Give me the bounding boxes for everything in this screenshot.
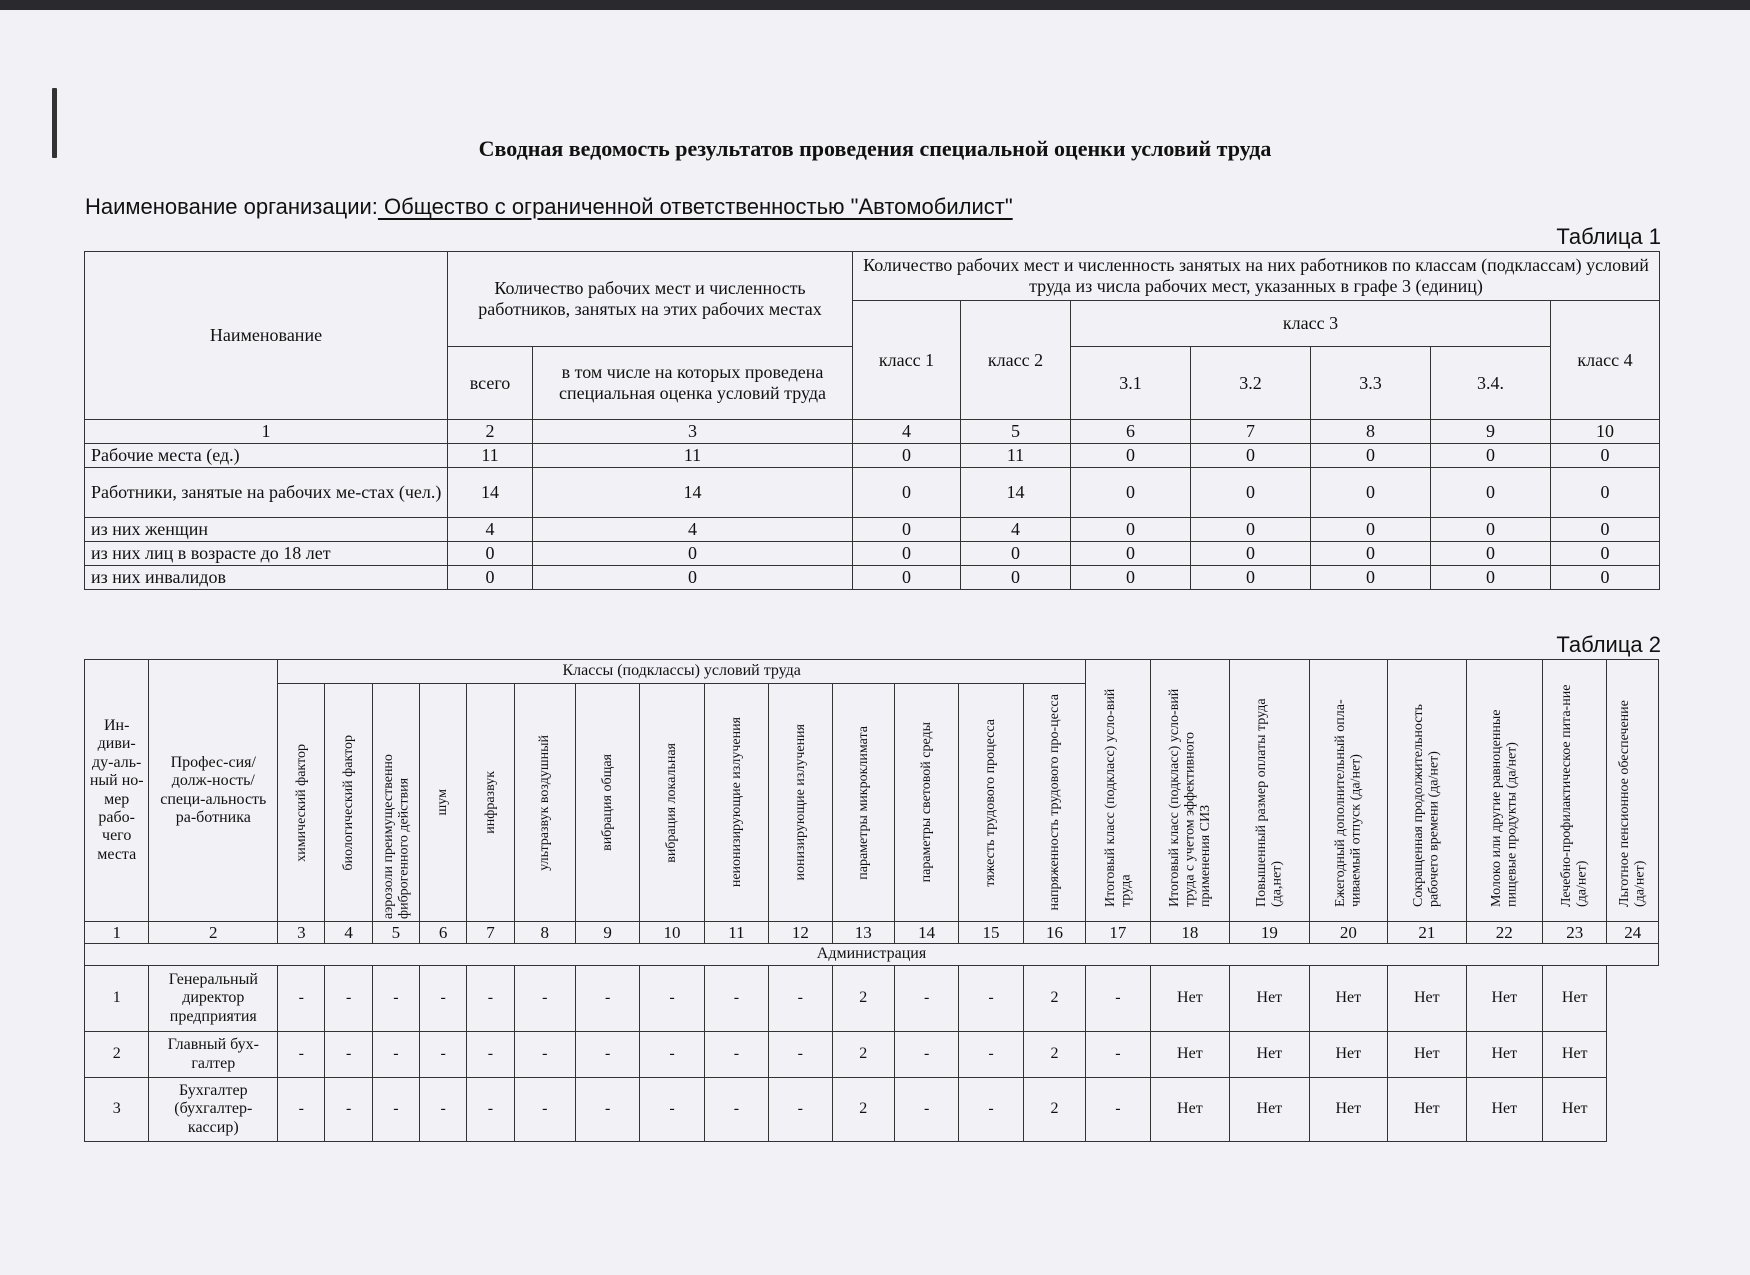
t1-header-class4: класс 4 — [1551, 301, 1660, 420]
scan-top-edge — [0, 0, 1750, 10]
t2-cell: - — [278, 1032, 325, 1078]
t1-cell: 0 — [853, 542, 961, 566]
t1-header-assessed: в том числе на которых проведена специальная оценка условий труда — [533, 347, 853, 420]
organization-label: Наименование организации: — [85, 194, 378, 219]
t1-row-name: из них женщин — [85, 518, 448, 542]
t2-cell: Нет — [1230, 966, 1309, 1032]
t2-cell: Нет — [1388, 1078, 1466, 1142]
t2-cell: 2 — [1023, 1032, 1086, 1078]
t1-cell: 0 — [1311, 518, 1431, 542]
t2-header-extra: Ежегодный дополнительный опла-чиваемый отпуск (да/нет) — [1332, 698, 1364, 907]
t2-cell: - — [769, 1032, 832, 1078]
t2-header-extra: Итоговый класс (подкласс) усло-вий труда с учетом эффективного применения СИЗ — [1166, 688, 1213, 907]
t2-header-factor: напряженность трудового про-цесса — [1046, 694, 1062, 911]
t2-cell: Нет — [1309, 1032, 1387, 1078]
t1-header-sub: 3.3 — [1311, 347, 1431, 420]
t1-cell: 0 — [961, 542, 1071, 566]
t2-cell: - — [894, 1078, 958, 1142]
col-number: 2 — [149, 922, 278, 944]
table2 — [84, 659, 1659, 1142]
t2-cell: - — [420, 1078, 467, 1142]
t2-row-id: 2 — [85, 1032, 149, 1078]
t1-cell: 0 — [1311, 542, 1431, 566]
t1-header-total: всего — [448, 347, 533, 420]
t2-header-factor: вибрация общая — [599, 754, 615, 851]
t1-cell: 0 — [1311, 566, 1431, 590]
t1-cell: 0 — [1551, 566, 1660, 590]
t1-cell: 0 — [448, 566, 533, 590]
t2-row-profession: Генеральный директор предприятия — [149, 966, 278, 1032]
t1-cell: 0 — [1431, 566, 1551, 590]
t1-row — [85, 468, 1660, 518]
t2-header-factor: инфразвук — [482, 771, 498, 834]
t1-cell: 0 — [1071, 542, 1191, 566]
t2-header-factor: шум — [435, 789, 451, 816]
t1-cell: 0 — [1431, 518, 1551, 542]
t1-cell: 0 — [1551, 444, 1660, 468]
t1-column-numbers — [85, 420, 1660, 444]
t2-cell: Нет — [1543, 1078, 1607, 1142]
col-number: 6 — [420, 922, 467, 944]
t2-section-title: Администрация — [85, 944, 1659, 966]
t2-cell: 2 — [1023, 966, 1086, 1032]
t2-row-profession: Главный бух-галтер — [149, 1032, 278, 1078]
t1-row — [85, 542, 1660, 566]
t2-cell: Нет — [1466, 1032, 1542, 1078]
t2-cell: - — [514, 1032, 575, 1078]
t1-cell: 0 — [448, 542, 533, 566]
t2-cell: - — [640, 966, 704, 1032]
t2-header-extra: Сокращенная продолжительность рабочего времени (да/нет) — [1411, 703, 1442, 907]
t2-cell: - — [959, 966, 1023, 1032]
t2-cell: - — [420, 1032, 467, 1078]
t2-cell: - — [372, 966, 419, 1032]
t2-cell: Нет — [1466, 1078, 1542, 1142]
col-number: 1 — [85, 420, 448, 444]
t2-cell: - — [1086, 1078, 1150, 1142]
t2-cell: - — [278, 1078, 325, 1142]
col-number: 15 — [959, 922, 1023, 944]
t2-cell: - — [959, 1078, 1023, 1142]
t2-cell: - — [372, 1032, 419, 1078]
t2-cell: - — [1086, 966, 1150, 1032]
t2-header-factor: ионизирующие излучения — [792, 724, 808, 881]
t1-cell: 0 — [1191, 468, 1311, 518]
t2-cell: - — [325, 1078, 372, 1142]
t2-cell: - — [894, 1032, 958, 1078]
t2-cell: Нет — [1309, 1078, 1387, 1142]
t2-cell: - — [959, 1032, 1023, 1078]
t2-cell: Нет — [1309, 966, 1387, 1032]
t1-cell: 0 — [1551, 542, 1660, 566]
t2-header-extra: Молоко или другие равноценные пищевые продукты (да/нет) — [1488, 709, 1520, 907]
t2-cell: - — [325, 966, 372, 1032]
t2-header-factor: параметры световой среды — [918, 722, 934, 883]
t2-header-factor: тяжесть трудового процесса — [983, 718, 999, 887]
t1-row-name: Рабочие места (ед.) — [85, 444, 448, 468]
page-title: Сводная ведомость результатов проведения специальной оценки условий труда — [478, 136, 1272, 161]
t1-cell: 11 — [533, 444, 853, 468]
t2-cell: 2 — [832, 1078, 894, 1142]
t1-cell: 11 — [448, 444, 533, 468]
t2-cell: 2 — [832, 1032, 894, 1078]
t2-header-extra: Повышенный размер оплаты труда (да,нет) — [1253, 697, 1285, 907]
t1-cell: 14 — [448, 468, 533, 518]
organization-name: Общество с ограниченной ответственностью "Автомобилист" — [377, 194, 1013, 219]
t1-row — [85, 566, 1660, 590]
t1-cell: 0 — [853, 444, 961, 468]
t1-cell: 0 — [853, 566, 961, 590]
col-number: 14 — [894, 922, 958, 944]
t2-cell: Нет — [1543, 1032, 1607, 1078]
col-number: 24 — [1607, 922, 1659, 944]
table2-label: Таблица 2 — [1556, 632, 1661, 657]
t2-cell: - — [514, 966, 575, 1032]
t2-cell: - — [420, 966, 467, 1032]
t2-cell: Нет — [1150, 966, 1229, 1032]
t1-row — [85, 518, 1660, 542]
t2-header-extra: Итоговый класс (подкласс) усло-вий труда — [1102, 688, 1133, 907]
t2-cell: - — [467, 1032, 514, 1078]
t1-cell: 0 — [1071, 444, 1191, 468]
t1-cell: 0 — [1431, 444, 1551, 468]
t2-header-id: Ин-диви-ду-аль-ный но-мер рабо-чего места — [85, 660, 149, 922]
t1-header-classes-group: Количество рабочих мест и численность занятых на них работников по классам (подклассам) условий труда из числа рабочих мест, указанных в графе 3 (единиц) — [853, 252, 1660, 301]
col-number: 1 — [85, 922, 149, 944]
t1-cell: 0 — [1311, 444, 1431, 468]
col-number: 12 — [769, 922, 832, 944]
t1-cell: 4 — [448, 518, 533, 542]
t2-row-id: 3 — [85, 1078, 149, 1142]
col-number: 4 — [325, 922, 372, 944]
t1-row-name: из них инвалидов — [85, 566, 448, 590]
t2-row-profession: Бухгалтер (бухгалтер-кассир) — [149, 1078, 278, 1142]
t2-cell: - — [704, 966, 768, 1032]
col-number: 4 — [853, 420, 961, 444]
t2-header-factor: параметры микроклимата — [855, 725, 871, 880]
t1-header-sub: 3.4. — [1431, 347, 1551, 420]
col-number: 3 — [533, 420, 853, 444]
col-number: 5 — [372, 922, 419, 944]
t1-cell: 0 — [1551, 518, 1660, 542]
col-number: 13 — [832, 922, 894, 944]
col-number: 20 — [1309, 922, 1387, 944]
t2-cell: - — [467, 966, 514, 1032]
t2-cell: - — [575, 1078, 639, 1142]
t2-cell: - — [1086, 1032, 1150, 1078]
t2-cell: - — [704, 1078, 768, 1142]
t1-cell: 11 — [961, 444, 1071, 468]
organization-line — [85, 194, 1013, 220]
t1-cell: 0 — [1071, 468, 1191, 518]
t1-header-sub: 3.2 — [1191, 347, 1311, 420]
t1-cell: 0 — [533, 542, 853, 566]
table1 — [84, 251, 1660, 590]
t1-header-class1: класс 1 — [853, 301, 961, 420]
t2-header-factor: вибрация локальная — [664, 742, 680, 863]
t2-cell: - — [467, 1078, 514, 1142]
col-number: 18 — [1150, 922, 1229, 944]
t2-cell: - — [278, 966, 325, 1032]
col-number: 17 — [1086, 922, 1150, 944]
t2-cell: - — [514, 1078, 575, 1142]
t1-cell: 0 — [533, 566, 853, 590]
t2-cell: 2 — [1023, 1078, 1086, 1142]
t1-cell: 0 — [853, 518, 961, 542]
t2-header-factor: биологический фактор — [340, 734, 356, 871]
t2-header-factor: неионизирующие излучения — [728, 717, 744, 888]
col-number: 21 — [1388, 922, 1466, 944]
t1-row-name: из них лиц в возрасте до 18 лет — [85, 542, 448, 566]
t2-cell: - — [640, 1078, 704, 1142]
t1-cell: 0 — [1311, 468, 1431, 518]
t2-cell: 2 — [832, 966, 894, 1032]
t2-cell: - — [894, 966, 958, 1032]
t1-cell: 14 — [961, 468, 1071, 518]
col-number: 10 — [1551, 420, 1660, 444]
t1-cell: 4 — [961, 518, 1071, 542]
t2-header-extra: Льготное пенсионное обеспечение (да/нет) — [1617, 699, 1648, 907]
t2-cell: Нет — [1150, 1078, 1229, 1142]
t1-cell: 0 — [1191, 542, 1311, 566]
col-number: 8 — [514, 922, 575, 944]
t2-row — [85, 966, 1659, 1032]
col-number: 9 — [575, 922, 639, 944]
col-number: 16 — [1023, 922, 1086, 944]
t1-cell: 4 — [533, 518, 853, 542]
t2-cell: Нет — [1388, 1032, 1466, 1078]
col-number: 6 — [1071, 420, 1191, 444]
t1-cell: 0 — [1431, 542, 1551, 566]
t2-header-factor: ультразвук воздушный — [537, 734, 553, 871]
t2-header-classes-group: Классы (подклассы) условий труда — [278, 660, 1086, 684]
t2-cell: Нет — [1466, 966, 1542, 1032]
t2-row-id: 1 — [85, 966, 149, 1032]
t2-cell: - — [325, 1032, 372, 1078]
t2-header-factor: аэрозоли преимущественно фиброгенного действия — [380, 753, 411, 919]
t2-cell: Нет — [1230, 1032, 1309, 1078]
t2-cell: - — [575, 966, 639, 1032]
col-number: 19 — [1230, 922, 1309, 944]
t2-header-extra: Лечебно-профилактическое пита-ние (да/нет) — [1559, 684, 1590, 907]
t2-column-numbers — [85, 922, 1659, 944]
col-number: 23 — [1543, 922, 1607, 944]
t1-header-name: Наименование — [85, 252, 448, 420]
t2-cell: - — [704, 1032, 768, 1078]
t1-cell: 0 — [1191, 566, 1311, 590]
t1-header-class2: класс 2 — [961, 301, 1071, 420]
t1-row — [85, 444, 1660, 468]
t1-cell: 0 — [1551, 468, 1660, 518]
col-number: 3 — [278, 922, 325, 944]
t1-cell: 0 — [1071, 566, 1191, 590]
t2-header-profession: Профес-сия/долж-ность/специ-альность ра-ботника — [149, 660, 278, 922]
t1-cell: 0 — [1191, 518, 1311, 542]
t1-cell: 14 — [533, 468, 853, 518]
t2-cell: - — [575, 1032, 639, 1078]
t1-cell: 0 — [1431, 468, 1551, 518]
t2-cell: Нет — [1543, 966, 1607, 1032]
col-number: 8 — [1311, 420, 1431, 444]
col-number: 22 — [1466, 922, 1542, 944]
col-number: 7 — [1191, 420, 1311, 444]
t1-cell: 0 — [1191, 444, 1311, 468]
t1-header-count-group: Количество рабочих мест и численность работников, занятых на этих рабочих местах — [448, 252, 853, 347]
t2-cell: Нет — [1150, 1032, 1229, 1078]
t2-cell: - — [640, 1032, 704, 1078]
t2-row — [85, 1032, 1659, 1078]
t2-cell: Нет — [1230, 1078, 1309, 1142]
col-number: 7 — [467, 922, 514, 944]
t2-row — [85, 1078, 1659, 1142]
col-number: 5 — [961, 420, 1071, 444]
t2-cell: - — [769, 1078, 832, 1142]
table1-label: Таблица 1 — [1556, 224, 1661, 249]
t1-cell: 0 — [1071, 518, 1191, 542]
col-number: 11 — [704, 922, 768, 944]
t1-header-class3: класс 3 — [1071, 301, 1551, 347]
t1-cell: 0 — [853, 468, 961, 518]
t2-cell: Нет — [1388, 966, 1466, 1032]
col-number: 2 — [448, 420, 533, 444]
t2-cell: - — [769, 966, 832, 1032]
t1-cell: 0 — [961, 566, 1071, 590]
t1-row-name: Работники, занятые на рабочих ме-стах (чел.) — [85, 468, 448, 518]
col-number: 9 — [1431, 420, 1551, 444]
t2-cell: - — [372, 1078, 419, 1142]
t1-header-sub: 3.1 — [1071, 347, 1191, 420]
t2-header-factor: химический фактор — [293, 743, 309, 862]
col-number: 10 — [640, 922, 704, 944]
